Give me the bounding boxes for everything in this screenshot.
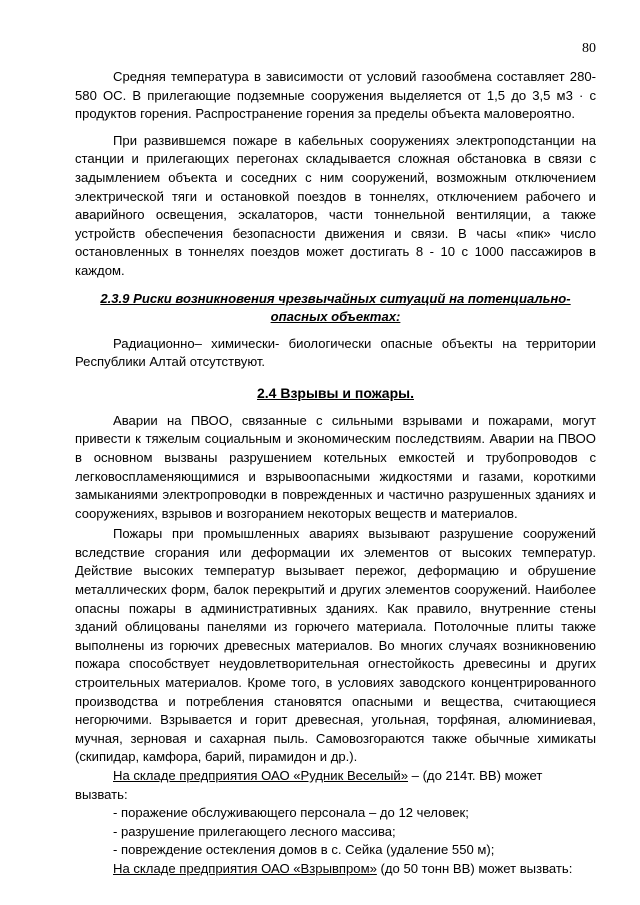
page-number: 80 xyxy=(582,41,596,56)
section-heading-explosions: 2.4 Взрывы и пожары. xyxy=(257,384,414,401)
paragraph-fires: Пожары при промышленных авариях вызывают разрушение сооружений вследствие сгорания или деформации их элементов от высоких температур. Действие высоких температур вызывает пережог, деформацию и обрушение металлических форм, балок перекрытий и других элементов сооружений. Наиболее опасны пожары в административных зданиях. Как правило, внутренние стены зданий облицованы панелями из горючего материала. Потолочные плиты также выполнены из горючих древесных материалов. Во многих случаях возникновению пожара способствует неудовлетворительная огнестойкость древесины и других строительных материалов. Кроме того, в условиях заводского концентрированного производства и потребления становятся опасными и вещества, считающиеся негорючими. Взрывается и горит древесная, угольная, торфяная, алюминиевая, мучная, зерновая и сахарная пыль. Самовозгораются также обычные химикаты (скипидар, камфора, барий, пирамидон и др.). xyxy=(75,526,596,765)
warehouse-vzryvprom-rest: (до 50 тонн ВВ) может вызвать: xyxy=(376,860,573,876)
warehouse-rudnik-link: На складе предприятия ОАО «Рудник Веселый» xyxy=(113,768,409,783)
list-item: - повреждение остекления домов в с. Сейка (удаление 550 м); xyxy=(113,842,495,858)
document-body xyxy=(75,68,596,879)
section-heading-risks: 2.3.9 Риски возникновения чрезвычайных ситуаций на потенциально-опасных объектах: xyxy=(100,290,571,324)
paragraph-accidents: Аварии на ПВОО, связанные с сильными взрывами и пожарами, могут привести к тяжелым социальным и экономическим последствиям. Аварии на ПВОО в основном вызваны разрушением котельных емкостей и трубопроводов с легковоспламеняющимися и взрывоопасными жидкостями и газами, короткими замыканиями электропроводки в поврежденных и частично разрушенных зданиях и сооружениях, взрывов и возгоранием некоторых веществ и материалов. xyxy=(75,412,596,521)
list-item: - поражение обслуживающего персонала – до 12 человек; xyxy=(113,805,469,821)
warehouse-vzryvprom-link: На складе предприятия ОАО «Взрывпром» xyxy=(113,860,377,876)
list-item: - разрушение прилегающего лесного массива; xyxy=(113,823,396,839)
warehouse-vzryvprom-line xyxy=(75,860,596,879)
warehouse-rudnik-rest: – (до 214т. ВВ) может вызвать: xyxy=(75,768,543,802)
warehouse-rudnik-line xyxy=(75,767,596,804)
paragraph-cable-fire: При развившемся пожаре в кабельных сооружениях электроподстанции на станции и прилегающих перегонах складывается сложная обстановка в связи с задымлением объекта и соседних с ним сооружений, возможным отключением электрической тяги и остановкой поездов в тоннелях, отключением рабочего и аварийного освещения, эскалаторов, части тоннельной вентиляции, а также устройств обеспечения безопасности движения и связи. В часы «пик» число остановленных в тоннелях поездов может достигать 8 - 10 с 1000 пассажиров в каждом. xyxy=(75,132,596,278)
paragraph-radiation: Радиационно– химически- биологически опасные объекты на территории Республики Алтай отсутствуют. xyxy=(75,335,596,370)
paragraph-temperature: Средняя температура в зависимости от условий газообмена составляет 280-580 ОС. В прилегающие подземные сооружения выделяется от 1,5 до 3,5 м3 · с продуктов горения. Распространение горения за пределы объекта маловероятно. xyxy=(75,69,596,122)
